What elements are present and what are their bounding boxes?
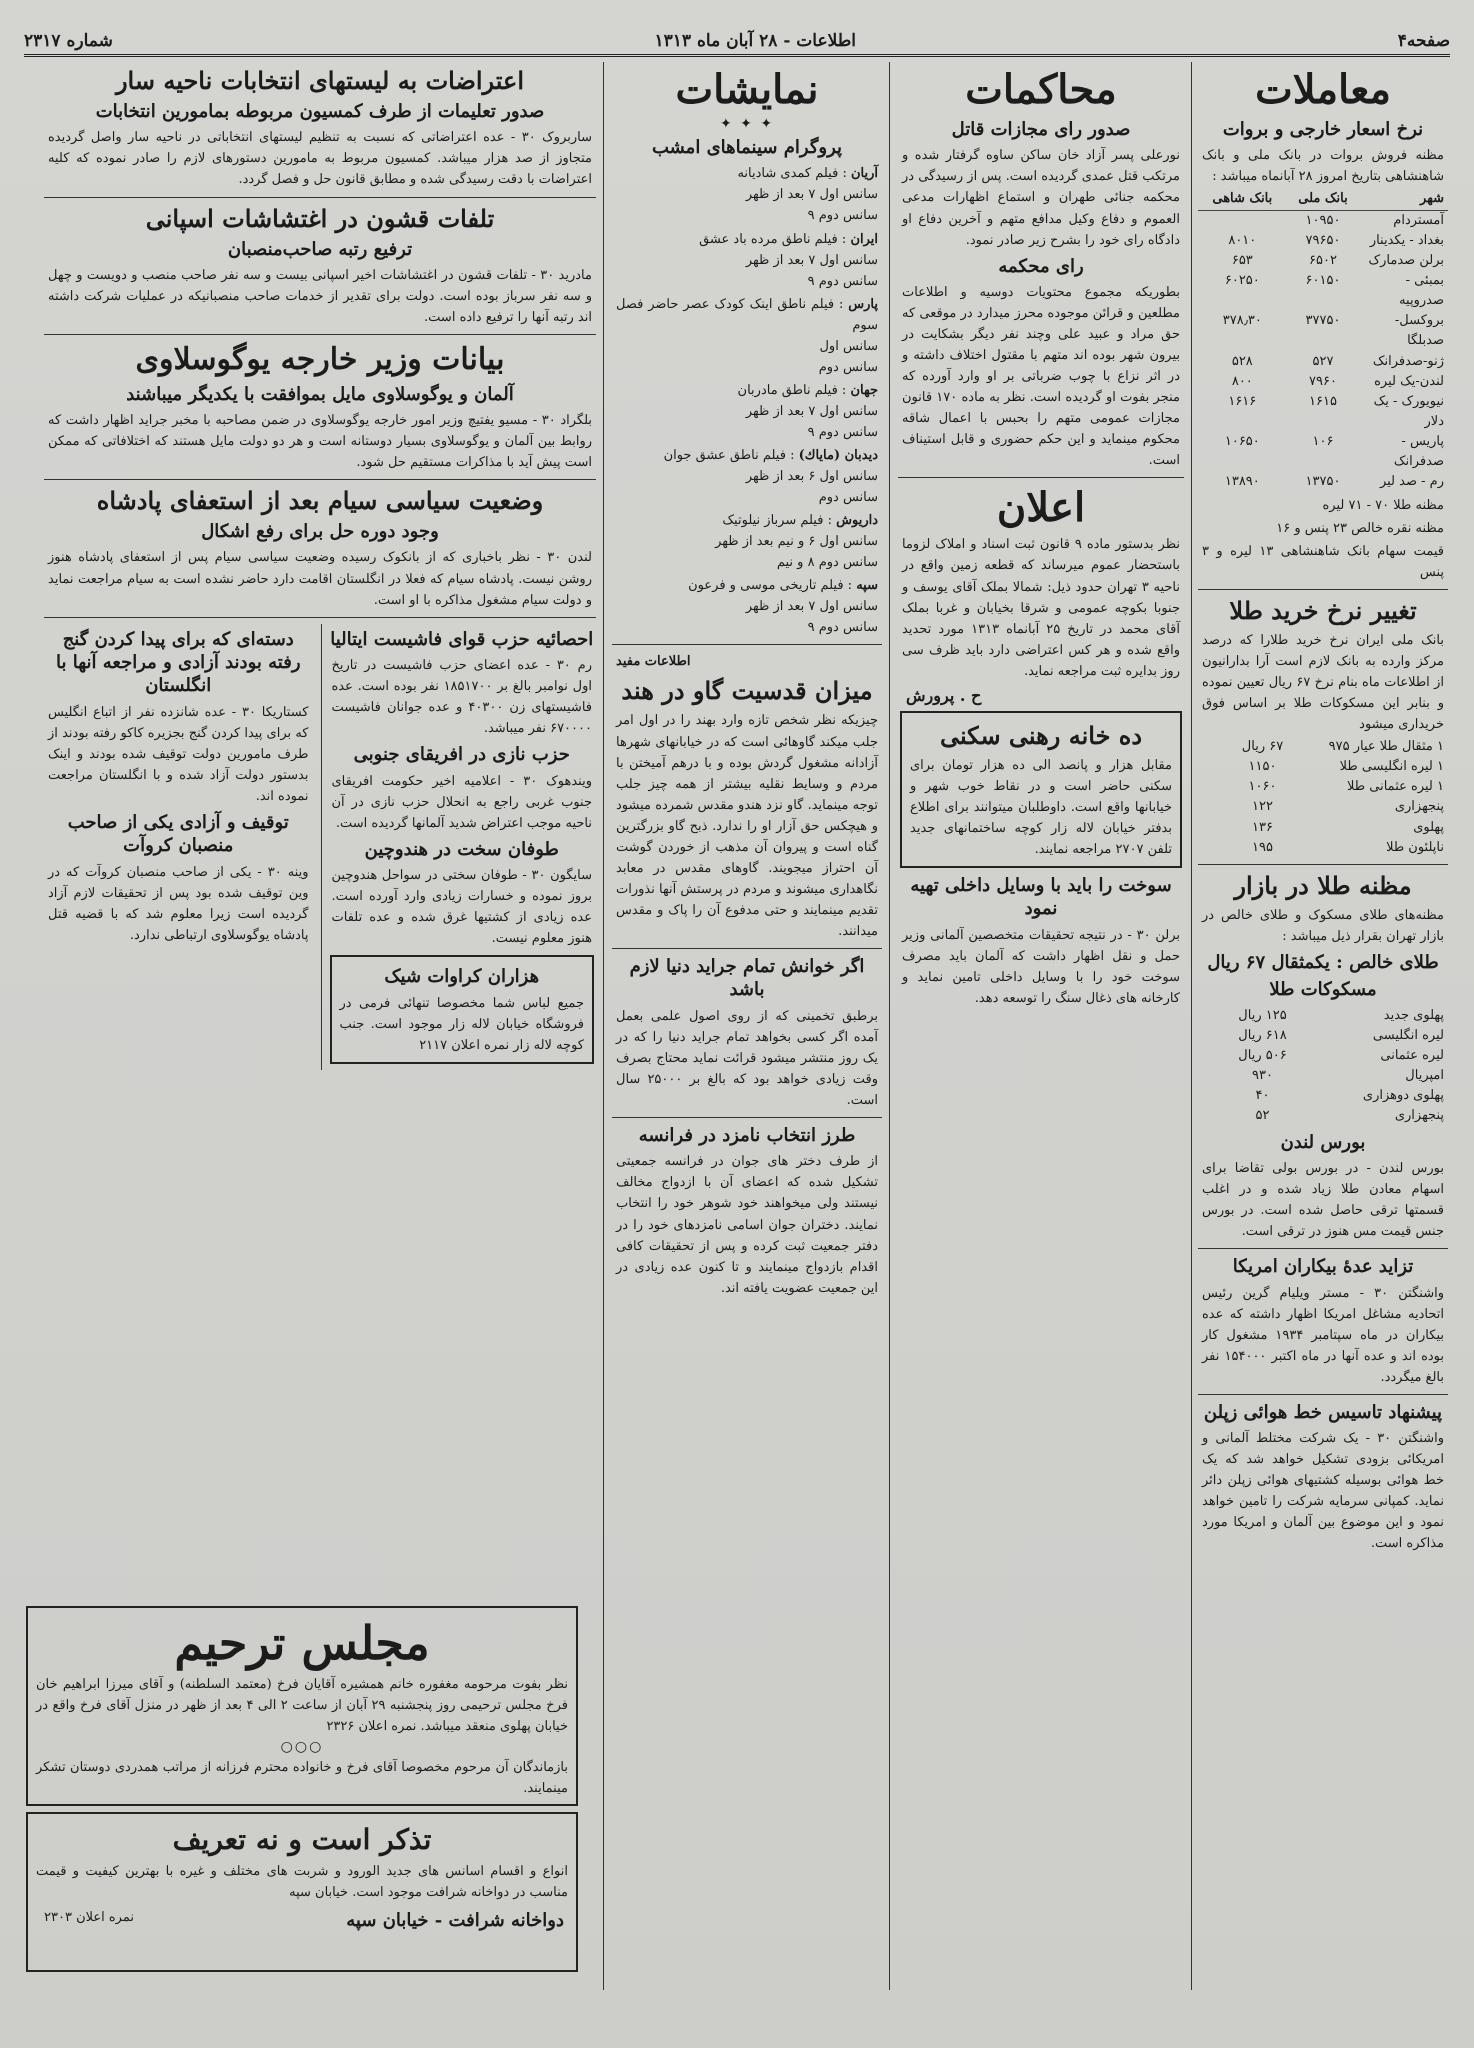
table-row: ژنو-صدفرانک ۵۲۷ ۵۲۸ [1231, 353, 1444, 369]
article-text: نورعلی پسر آزاد خان ساکن ساوه گرفتار شده و مرتکب قتل عمدی گردیده است. پس از رسیدگی در محکمه جنائی طهران و استماع اظهارات مدعی العموم و دفاع وکیل مدافع متهم و آخرین دفاع او دادگاه رای خود را بشرح زیر صادر نمود. [902, 148, 1180, 248]
table-row: لیره عثمانی ۵۰۶ ریال [1238, 1048, 1444, 1064]
table-row: نیویورک - یک دلار ۱۶۱۵ ۱۶۱۶ [1228, 393, 1444, 430]
divider [898, 477, 1184, 478]
page-number: صفحه۴ [1397, 31, 1450, 51]
column-rule [1191, 62, 1192, 1990]
press-text: برطبق تخمینی که از روی اصول علمی بعمل آمده اگر کسی بخواهد تمام جراید دنیا را که در یک روز منتشر میشود قرائت نماید محتاج بصرف وقت زیادی خواهد بود که بالغ بر ۲۵۰۰۰ سال است. [616, 1008, 878, 1108]
list-item: ایران : فیلم ناطق مرده باد عشق سانس اول ۷ بعد از ظهر سانس دوم ۹ [699, 231, 878, 289]
issue-number: شماره ۲۳۱۷ [24, 31, 113, 51]
table-row: ۱ لیره انگلیسی طلا ۱۱۵۰ [1248, 759, 1444, 775]
table-row: پهلوی ۱۳۶ [1252, 819, 1444, 835]
divider [612, 644, 882, 645]
rates-table [1198, 211, 1448, 493]
storm-title: طوفان سخت در هندوچین [364, 838, 559, 860]
pharmacy-ad-number: نمره اعلان ۲۳۰۳ [44, 1910, 134, 1926]
table-row: پاریس - صدفرانک ۱۰۶ ۱۰۶۵۰ [1224, 434, 1444, 470]
program-title: پروگرام سینماهای امشب [651, 137, 843, 158]
ornament: ✦ ✦ ✦ [719, 116, 775, 132]
column-foreign-news [44, 62, 596, 1728]
treasure-text: کستاریکا ۳۰ - عده شانزده نفر از اتباع انگلیس که برای پیدا کردن گنج بجزیره کاکو رفته بودند از طرف مامورین دولت توقیف شده بودند و اینک بدستور دولت آزاد شده و با انگلستان مراجعت نموده اند. [48, 704, 309, 804]
divider [44, 197, 596, 198]
list-item: جهان : فیلم ناطق مادربان سانس اول ۷ بعد از ظهر سانس دوم ۹ [737, 382, 878, 440]
fuel-text: برلن ۳۰ - در نتیجه تحقیقات متخصصین آلمانی وزیر حمل و نقل اظهار داشت که آلمان باید مصرف سوخت خود را با وسایل داخلی تامین نماید و کارخانه های ذغال سنگ را توسعه دهد. [902, 927, 1180, 1006]
release-title: توقیف و آزادی یکی از صاحب منصبان کروآت [67, 812, 289, 857]
cinema-list [612, 163, 882, 638]
bottom-ads [24, 1600, 580, 1985]
unemployment-text: واشنگتن ۳۰ - مستر ویلیام گرین رئیس اتحادیه مشاغل امریکا اظهار داشته که عده بیکاران در ماه سپتامبر ۱۹۳۴ مشغول کار بوده اند و عده آنها در ماه اکتبر ۱۵۴۰۰۰ نفر بالغ میگردد. [1202, 1285, 1444, 1385]
section-title: نمایشات [675, 66, 819, 113]
table-row: بروکسل-صدبلگا ۳۷۷۵۰ ۳۷۸٫۳۰ [1222, 313, 1444, 349]
subheading: صدور رای مجازات قاتل [951, 119, 1131, 140]
table-row: پهلوی دوهزاری ۴۰ [1255, 1088, 1444, 1104]
section-title: محاکمات [965, 66, 1117, 113]
table-row: لیره انگلیسی ۶۱۸ ریال [1238, 1027, 1444, 1043]
divider [44, 479, 596, 480]
cow-text: چیزیکه نظر شخص تازه وارد بهند را در اول امر جلب میکند گاوهائی است که در خیابانهای شهرها آزادانه مشغول گردش بوده و با درهم آمیختن با مردم و وسایط نقلیه بیشتر از همه چیز جلب توجه مینماید. گاو نزد هندو مقدس شمرده میشود و هیچکس حق آزار او را ندارد. ذبح گاو بزرگترین گناه است و پیروان آن مذهب از خوردن گوشت آن احتراز میجویند. گاوهای مقدس در معابد نگاهداری میشوند و مردم در پرستش آنها نذورات تقدیم مینمایند و حتی مدفوع آن را پاک و مقدس میدانند. [616, 713, 878, 939]
table-row: بغداد - یکدینار ۷۹۶۵۰ ۸۰۱۰ [1228, 232, 1444, 248]
election-title: اعتراضات به لیستهای انتخابات ناحیه سار [115, 66, 525, 95]
masthead [24, 28, 1450, 57]
yugoslavia-text: بلگراد ۳۰ - مسیو یفتیچ وزیر امور خارجه یوگوسلاوی در ضمن مصاحبه با مخبر جراید اظهار داشت که روابط بین آلمان و یوگوسلاوی بسیار دوستانه است و هر دو دولت مایل هستند که اختلافاتی که ممکن است پیش آید با مذاکرات مستقیم حل شود. [48, 412, 592, 471]
tie-ad [330, 955, 595, 1064]
rates-header: شهر بانک ملی بانک شاهی [1198, 189, 1448, 210]
unemployment-title: تزاید عدهٔ بیکاران امریکا [1232, 1256, 1414, 1278]
verdict-text: بطوریکه مجموع محتویات دوسیه و اطلاعات مطلعین و قرائن موجوده محرز میدارد در موقعی که حق مراد و عبید علی وچند نفر دیگر بشکایت در بیرون شهر بوده اند متهم با مقتول اختلاف داشته و در اثر نزاع با چوب ضرباتی بر او وارد آورده که منجر بفوت او گردیده است. نظر به ماده ۱۷۰ قانون مجازات عمومی متهم را بحبس با اعمال شاقه محکوم مینماید و این حکم حضوری و قابل استیناف است. [902, 285, 1180, 469]
siam-subtitle: وجود دوره حل برای رفع اشکال [201, 521, 439, 543]
press-title: اگر خوانش تمام جراید دنیا لازم باشد [629, 955, 865, 1001]
divider [612, 948, 882, 949]
storm-text: سایگون ۳۰ - طوفان سختی در سواحل هندوچین بروز نموده و خسارات زیادی وارد آورده است. عده زیادی از کشتیها غرق شده و عده تلفات هنوز معلوم نیست. [331, 868, 593, 947]
pure-gold: طلای خالص : یکمثقال ۶۷ ریال [1207, 951, 1439, 973]
list-item: پارس : فیلم ناطق اینک کودک عصر حاضر فصل سوم سانس اول سانس دوم [616, 296, 878, 375]
share-note: قیمت سهام بانک شاهنشاهی ۱۳ لیره و ۳ پنس [1202, 543, 1444, 580]
table-row: بمبئی - صدروپیه ۶۰۱۵۰ ۶۰۲۵۰ [1224, 273, 1444, 309]
yugoslavia-title: بیانات وزیر خارجه یوگوسلاوی [135, 342, 505, 378]
silver-note: مظنه نقره خالص ۲۳ پنس و ۱۶ [1276, 520, 1444, 536]
subcolumn-left [44, 624, 313, 1070]
column-rule [603, 62, 604, 1990]
table-row: ۱ لیره عثمانی طلا ۱۰۶۰ [1248, 779, 1444, 795]
france-text: از طرف دختر های جوان در فرانسه جمعیتی تشکیل شده که اعضای آن با ازدواج مخالف نیستند ولی میخواهند خود شوهر خود را انتخاب نمایند. دختران جوان اسامی نامزدهای خود را در دفتر جمعیت ثبت کرده و پس از تحقیقات کافی اقدام بازدواج مینمایند و تا کنون عده زیادی در این جمعیت عضویت یافته اند. [616, 1154, 878, 1296]
column-rule [889, 62, 890, 1990]
memorial-title: مجلس ترحیم [174, 1616, 430, 1670]
cow-title: میزان قدسیت گاو در هند [621, 676, 873, 706]
table-row: برلن صدمارک ۶۵۰۲ ۶۵۳ [1231, 252, 1444, 268]
divider [1198, 1248, 1448, 1249]
housing-text: مقابل هزار و پانصد الی ده هزار تومان برای سکنی حاضر است و در نقاط خوب شهر و خیابانها واقع است. داوطلبان میتوانند برای اطلاع بدفتر خیابان لاله زار کوچه ساختمانهای جدید تلفن ۲۷۰۷ مراجعه نمایند. [910, 757, 1172, 857]
italy-title: احصائیه حزب قوای فاشیست ایتالیا [330, 628, 594, 650]
tie-title: هزاران کراوات شیک [384, 966, 540, 988]
notice-text: نظر بدستور ماده ۹ قانون ثبت اسناد و املاک لزوما باستحضار عموم میرساند که قطعه زمین واقع در ناحیه ۳ تهران حدود ذیل: شمالا بملک آقای یوسف و جنوبا بکوچه عمومی و شرقا بخیابان و غربا بملک آقای محمد در تاریخ ۲۵ آبانماه ۱۳۱۳ مورد تحدید واقع شده و هر کس اعتراضی دارد باید ظرف سی روز بدایره ثبت مراجعه نماید. [902, 537, 1180, 679]
list-item: دیدبان (ماياك) : فیلم ناطق عشق جوان سانس اول ۶ بعد از ظهر سانس دوم [663, 448, 878, 506]
subcolumn-right [321, 624, 597, 1070]
memorial-ad [26, 1606, 578, 1806]
subheading: نرخ اسعار خارجی و بروات [1222, 119, 1424, 140]
table-row: ۱ مثقال طلا عیار ۹۷۵ ۶۷ ریال [1241, 739, 1444, 755]
fuel-title: سوخت را باید با وسایل داخلی تهیه نمود [910, 875, 1172, 920]
gold-price-title: تغییر نرخ خرید طلا [1229, 595, 1417, 625]
housing-ad [900, 711, 1182, 868]
bourse-text: بورس لندن - در بورس بولی تقاضا برای اسهام معادن طلا زیاد شده و در اغلب قسمتها ترقی حاصل شده است. در بورس جنس قیمت مس هنوز در ترقی است. [1202, 1160, 1444, 1240]
spain-subtitle: ترفیع رتبه صاحب‌منصبان [227, 238, 413, 260]
table-row: لندن-یک لیره ۷۹۶۰ ۸۰۰ [1231, 373, 1444, 389]
section-title: معاملات [1255, 66, 1391, 113]
release-text: وینه ۳۰ - یکی از صاحب منصبان کروآت که در وین توقیف شده بود پس از تحقیقات لازم آزاد گردیده است زیرا معلوم شد که با قضیه قتل پادشاه یوگوسلاوی ارتباطی ندارد. [48, 864, 309, 943]
tie-text: جمیع لباس شما مخصوصا تنهائی فرمی در فروشگاه خیابان لاله زار موجود است. جنب کوچه لاله زار نمره اعلان ۲۱۱۷ [339, 995, 584, 1053]
info-label: اطلاعات مفید [616, 654, 691, 670]
list-item: آریان : فیلم کمدی شادیانه سانس اول ۷ بعد از ظهر سانس دوم ۹ [737, 166, 878, 224]
spain-title: تلفات قشون در اغتشاشات اسپانی [145, 203, 495, 233]
italy-text: رم ۳۰ - عده اعضای حزب فاشیست در تاریخ اول نوامبر بالغ بر ۱۸۵۱۷۰۰ نفر بوده است. عده فاشیستهای زن ۴۰۳۰۰ و عده جوانان فاشیست ۶۷۰۰۰۰ نفر میباشد. [331, 658, 593, 737]
coins-title: مسکوکات طلا [1269, 979, 1377, 1001]
column-shows [612, 62, 882, 1990]
table-row: پنجهزاری ۱۲۲ [1252, 799, 1444, 815]
pharmacy-text: انواع و اقسام اسانس های جدید الورود و شربت های مختلف و غیره با بهترین کیفیت و قیمت مناسب در دواخانه شرافت موجود است. خیابان سپه [36, 1864, 568, 1901]
list-item: سپه : فیلم تاریخی موسی و فرعون سانس اول ۷ بعد از ظهر سانس دوم ۹ [688, 578, 878, 636]
divider [1198, 864, 1448, 865]
pharmacy-signature: دواخانه شرافت - خیابان سپه [346, 1910, 564, 1932]
siam-title: وضعیت سیاسی سیام بعد از استعفای پادشاه [96, 486, 544, 516]
pharmacy-footer [32, 1905, 572, 1936]
publication-date: اطلاعات - ۲۸ آبان ماه ۱۳۱۳ [654, 31, 857, 51]
table-row: آمستردام ۱۰۹۵۰ [1305, 212, 1444, 228]
divider [44, 334, 596, 335]
two-column-block [44, 624, 596, 1070]
divider [612, 1117, 882, 1118]
table-row: پنجهزاری ۵۲ [1255, 1108, 1444, 1124]
column-transactions [1198, 62, 1448, 1990]
ornament: ○○○ [280, 1739, 324, 1756]
gold-note: مظنه طلا ۷۰ - ۷۱ لیره [1322, 497, 1444, 513]
nazi-text: ویندهوک ۳۰ - اعلامیه اخیر حکومت افریقای جنوب غربی راجع به انحلال حزب نازی در آن ناحیه موجب اعتراض شدید آلمانها گردیده است. [331, 773, 592, 831]
divider [44, 617, 596, 618]
bourse-title: بورس لندن [1280, 1131, 1366, 1153]
france-title: طرز انتخاب نامزد در فرانسه [638, 1125, 856, 1146]
pharmacy-ad [26, 1812, 578, 1972]
airline-title: پیشنهاد تاسیس خط هوائی زپلن [1203, 1401, 1443, 1423]
nazi-title: حزب نازی در افریقای جنوبی [353, 744, 570, 766]
notice-signature: ح . پرورش [906, 685, 982, 705]
table-row: رم - صد لیر ۱۳۷۵۰ ۱۳۸۹۰ [1224, 474, 1444, 490]
yugoslavia-subtitle: آلمان و یوگوسلاوی مایل بموافقت با یکدیگر میباشند [126, 383, 514, 405]
bazaar-text: مظنه‌های طلای مسکوک و طلای خالص در بازار تهران بقرار ذیل میباشد : [1202, 907, 1444, 944]
spain-text: مادرید ۳۰ - تلفات قشون در اغتشاشات اخیر اسپانی بیست و سه نفر صاحب منصب و دویست و چهل و سه نفر سرباز بوده است. دولت برای تقدیر از خدمات صاحب منصبانیکه در عملیات شرکت داشته اند رتبه آنها را ترفیع داده است. [48, 267, 592, 326]
divider [1198, 589, 1448, 590]
verdict-title: رای محکمه [998, 255, 1084, 277]
election-text: ساربروک ۳۰ - عده اعتراضاتی که نسبت به تنظیم لیستهای انتخاباتی در ناحیه سار واصل گردیده متجاوز از صد هزار میباشد. کمسیون مربوط به مامورین دستورهای لازم را صادر نموده که کلیه اعتراضات با دقت رسیدگی شده و مطابق قانون حل و فصل گردد. [48, 130, 592, 188]
table-row: ناپلئون طلا ۱۹۵ [1252, 839, 1444, 855]
list-item: داریوش : فیلم سرباز نیلوتیک سانس اول ۶ و نیم بعد از ظهر سانس دوم ۸ و نیم [715, 513, 878, 571]
table-row: امپریال ۹۳۰ [1252, 1068, 1444, 1084]
airline-text: واشنگتن ۳۰ - یک شرکت مختلط آلمانی و امریکائی بزودی تشکیل خواهد شد که یک خط هوائی بوسیله کشتیهای هوائی زپلن دائر نماید. کمپانی سرمایه شرکت را تامین خواهد نمود و این موضوع بین آلمان و امریکا مورد مذاکره است. [1202, 1431, 1444, 1552]
siam-text: لندن ۳۰ - نظر باخباری که از بانکوک رسیده وضعیت سیاسی سیام پس از استعفای پادشاه هنوز روشن نیست. پادشاه سیام که فعلا در انگلستان اقامت دارد حاضر نشده است به سیام مراجعت نماید و دولت سیام مشغول مذاکره با او است. [48, 550, 592, 608]
treasure-title: دسته‌ای که برای پیدا کردن گنج رفته بودند آزادی و مراجعه آنها با انگلستان [55, 628, 301, 697]
divider [1198, 1394, 1448, 1395]
column-trials [898, 62, 1184, 1990]
memorial-thanks: بازماندگان آن مرحوم مخصوصا آقای فرخ و خانواده محترم فرزانه از مراتب همدردی دوستان تشکر مینمایند. [36, 1760, 568, 1797]
notice-title: اعلان [996, 484, 1086, 532]
intro-text: مظنه فروش بروات در بانک ملی و بانک شاهنشاهی بتاریخ امروز ۲۸ آبانماه میباشد : [1202, 148, 1444, 185]
bazaar-title: مظنه طلا در بازار [1234, 870, 1412, 900]
gold-price-text: بانک ملی ایران نرخ خرید طلارا که درصد مرکز وارده به بانک لازم است آرا بدارانیون از اطلاعات ماه بنام نرخ ۶۷ ریال تعیین نموده و بنابر این مسکوکات طلا بر اساس فوق خریداری میشود [1202, 632, 1445, 732]
pharmacy-title: تذکر است و نه تعریف [172, 1823, 432, 1856]
housing-title: ده خانه رهنی سکنی [939, 720, 1143, 750]
memorial-text: نظر بفوت مرحومه مغفوره خانم همشیره آقایان فرخ (معتمد السلطنه) و آقای میرزا ابراهیم خان فرخ مجلس ترحیمی روز پنجشنبه ۲۹ آبان از ساعت ۲ الی ۴ بعد از ظهر در منزل آقای فرخ واقع در خیابان پهلوی منعقد میباشد. نمره اعلان ۲۳۲۶ [36, 1677, 568, 1735]
election-subtitle: صدور تعلیمات از طرف کمسیون مربوطه بمامورین انتخابات [95, 101, 545, 122]
table-row: پهلوی جدید ۱۲۵ ریال [1238, 1007, 1444, 1023]
